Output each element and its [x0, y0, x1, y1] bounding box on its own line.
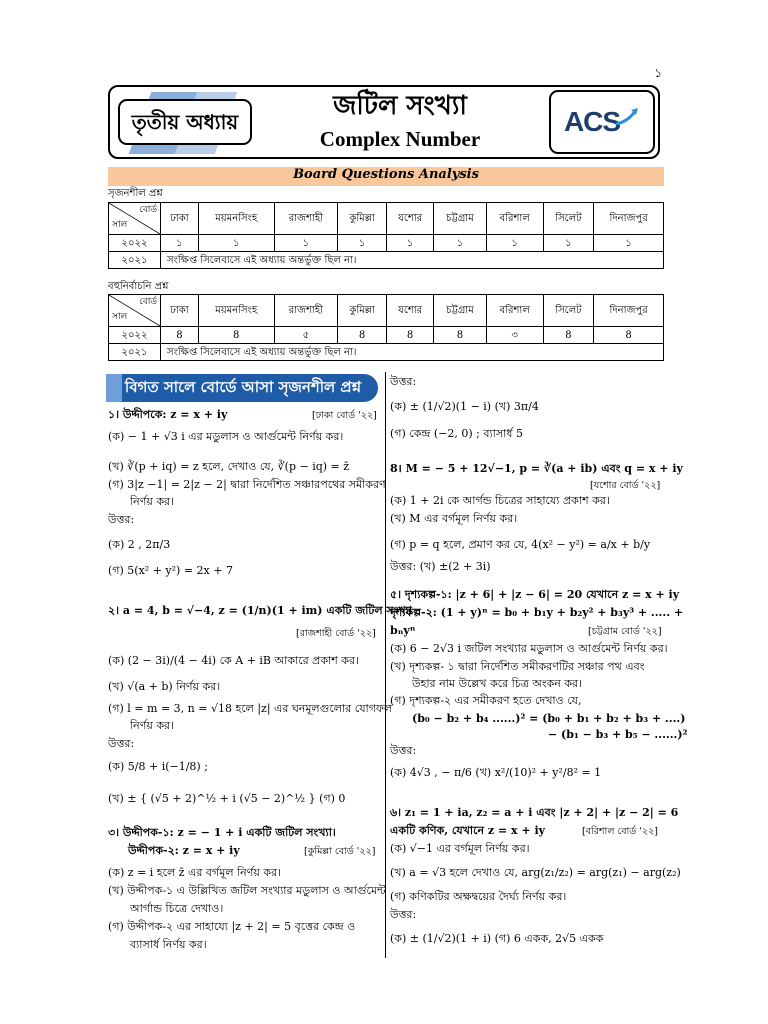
cq-board-table: [108, 202, 664, 269]
q5-stem-3: bₙyⁿ: [390, 624, 416, 637]
board-header: চট্টগ্রাম: [434, 295, 487, 327]
cq-table-label: সৃজনশীল প্রশ্ন: [108, 188, 163, 199]
page-number: ১: [654, 66, 662, 80]
q2-part-b: (খ) √(a + b) নির্ণয় কর।: [108, 680, 221, 693]
board-header: ঢাকা: [161, 203, 199, 235]
count-cell: ১: [338, 235, 387, 252]
board-header: রাজশাহী: [274, 295, 337, 327]
q5-board: [চট্টগ্রাম বোর্ড '২২]: [588, 626, 662, 637]
board-header: দিনাজপুর: [594, 203, 664, 235]
q6-stem: ৬। z₁ = 1 + ia, z₂ = a + i এবং |z + 2| + |z − 2| = 6: [390, 806, 679, 819]
answer-label: উত্তর:: [108, 737, 135, 750]
count-cell: ১: [387, 235, 434, 252]
board-header: কুমিল্লা: [338, 203, 387, 235]
board-header: ঢাকা: [161, 295, 199, 327]
column-divider: [385, 372, 386, 958]
answer-label: উত্তর:: [108, 513, 135, 526]
q3-part-b-cont: আর্গান্ড চিত্রে দেখাও।: [130, 902, 224, 915]
board-header: সিলেট: [543, 203, 594, 235]
q5-part-a: (ক) 6 − 2√3 i জটিল সংখ্যার মডুলাস ও আর্গুমেন্ট নির্ণয় কর।: [390, 642, 668, 655]
board-header: কুমিল্লা: [338, 295, 387, 327]
q2-stem: ২। a = 4, b = √−4, z = (1/n)(1 + im) একটি জটিল সংখ্যা: [108, 604, 412, 617]
q2-answer-bc: (খ) ± { (√5 + 2)^½ + i (√5 − 2)^½ } (গ) 0: [108, 792, 346, 805]
board-header: যশোর: [387, 295, 434, 327]
count-cell: ৩: [486, 327, 543, 344]
board-header: বরিশাল: [486, 203, 543, 235]
board-header: চট্টগ্রাম: [434, 203, 487, 235]
q1-stem: ১। উদ্দীপকে: z = x + iy: [108, 408, 228, 421]
answer-label: উত্তর:: [390, 375, 417, 388]
q6-part-a: (ক) √−1 এর বর্গমূল নির্ণয় কর।: [390, 842, 530, 855]
count-cell: 8: [338, 327, 387, 344]
q1-part-c: (গ) 3|z −1| = 2|z − 2| দ্বারা নির্দেশিত সঞ্চারপথের সমীকরণ: [108, 478, 386, 491]
q1-part-a: (ক) − 1 + √3 i এর মডুলাস ও আর্গুমেন্ট নির্ণয় কর।: [108, 430, 344, 443]
answer-label: উত্তর:: [390, 744, 417, 757]
note-cell: সংক্ষিপ্ত সিলেবাসে এই অধ্যায় অন্তর্ভুক্ত ছিল না।: [161, 252, 664, 269]
q2-answer-a: (ক) 5/8 + i(−1/8) ;: [108, 760, 208, 773]
corner-cell: বোর্ড সাল: [109, 203, 161, 235]
q2-part-a: (ক) (2 − 3i)/(4 − 4i) কে A + iB আকারে প্রকাশ কর।: [108, 654, 359, 667]
q5-part-c-eq1: (b₀ − b₂ + b₄ ......)² = (b₀ + b₁ + b₂ + b₃ + ....): [412, 712, 686, 725]
q4-part-b: (খ) M এর বর্গমূল নির্ণয় কর।: [390, 512, 518, 525]
q3-answer-ab: (ক) ± (1/√2)(1 − i) (খ) 3π/4: [390, 400, 539, 413]
board-analysis-title: Board Questions Analysis: [108, 167, 664, 186]
count-cell: 8: [161, 327, 199, 344]
q5-stem: ৫। দৃশ্যকল্প-১: |z + 6| + |z − 6| = 20 যেখানে z = x + iy: [390, 588, 680, 601]
acs-logo: [549, 90, 655, 154]
board-header: বরিশাল: [486, 295, 543, 327]
count-cell: 8: [434, 327, 487, 344]
table-row: [109, 252, 664, 269]
q2-board: [রাজশাহী বোর্ড '২২]: [296, 628, 376, 639]
swoosh-icon: [614, 106, 640, 128]
q5-answer: (ক) 4√3 , − π/6 (খ) x²/(10)² + y²/8² = 1: [390, 766, 602, 779]
q5-part-c-eq2: − (b₁ − b₃ + b₅ − ......)²: [548, 728, 688, 741]
q3-stem: ৩। উদ্দীপক-১: z = − 1 + i একটি জটিল সংখ্যা।: [108, 826, 336, 839]
q6-part-c: (গ) কণিকটির অক্ষদ্বয়ের দৈর্ঘ্য নির্ণয় কর।: [390, 890, 567, 903]
year-cell: ২০২১: [109, 344, 161, 361]
table-row: [109, 327, 664, 344]
count-cell: ১: [594, 235, 664, 252]
table-row: [109, 344, 664, 361]
q6-part-b: (খ) a = √3 হলে দেখাও যে, arg(z₁/z₂) = arg(z₁) − arg(z₂): [390, 866, 681, 879]
q3-answer-c: (গ) কেন্দ্র (−2, 0) ; ব্যাসার্ধ 5: [390, 427, 523, 440]
chapter-label: তৃতীয় অধ্যায়: [118, 99, 252, 145]
board-header: দিনাজপুর: [594, 295, 664, 327]
q5-part-b-cont: উহার নাম উল্লেখ করে চিত্র অংকন কর।: [412, 677, 583, 690]
logo-text: ACS: [563, 105, 621, 137]
count-cell: 8: [198, 327, 274, 344]
board-header: যশোর: [387, 203, 434, 235]
q6-board: [বরিশাল বোর্ড '২২]: [582, 826, 658, 837]
count-cell: ১: [486, 235, 543, 252]
count-cell: ১: [543, 235, 594, 252]
q3-part-c-cont: ব্যাসার্ধ নির্ণয় কর।: [130, 938, 207, 951]
title-english: Complex Number: [319, 127, 481, 151]
count-cell: 8: [543, 327, 594, 344]
q1-part-b: (খ) ∛(p + iq) = z হলে, দেখাও যে, ∛(p − iq) = z̄: [108, 460, 350, 473]
q6-stem-2: একটি কণিক, যেখানে z = x + iy: [390, 824, 546, 837]
q5-part-c: (গ) দৃশ্যকল্প-২ এর সমীকরণ হতে দেখাও যে,: [390, 694, 582, 707]
year-cell: ২০২২: [109, 235, 161, 252]
q4-part-a: (ক) 1 + 2i কে আর্গন্ড চিত্রের সাহায্যে প্রকাশ কর।: [390, 494, 610, 507]
q1-part-c-cont: নির্ণয় কর।: [130, 495, 175, 508]
board-header: ময়মনসিংহ: [198, 203, 274, 235]
count-cell: ১: [434, 235, 487, 252]
count-cell: ১: [274, 235, 337, 252]
title-bangla: জটিল সংখ্যা: [333, 91, 467, 121]
q1-answer-c: (গ) 5(x² + y²) = 2x + 7: [108, 564, 233, 577]
q3-part-a: (ক) z = i হলে z̄ এর বর্গমূল নির্ণয় কর।: [108, 866, 282, 879]
q2-part-c-cont: নির্ণয় কর।: [130, 719, 175, 732]
mcq-board-table: [108, 294, 664, 361]
q3-part-c: (গ) উদ্দীপক-২ এর সাহায্যে |z + 2| = 5 বৃত্তের কেন্দ্র ও: [108, 920, 356, 933]
q3-part-b: (খ) উদ্দীপক-১ এ উল্লিখিত জটিল সংখ্যার মডুলাস ও আর্গুমেন্ট: [108, 884, 386, 897]
count-cell: 8: [594, 327, 664, 344]
board-header: সিলেট: [543, 295, 594, 327]
q1-answer-a: (ক) 2 , 2π/3: [108, 538, 171, 551]
q2-part-c: (গ) l = m = 3, n = √18 হলে |z| এর ঘনমূলগুলোর যোগফল: [108, 702, 393, 715]
count-cell: ৫: [274, 327, 337, 344]
q3-stem-2: উদ্দীপক-২: z = x + iy: [128, 844, 240, 857]
q5-part-b: (খ) দৃশ্যকল্প- ১ দ্বারা নির্দেশিত সমীকরণটির সঞ্চার পথ এবং: [390, 660, 645, 673]
answer-label: উত্তর:: [390, 908, 417, 921]
q4-part-c: (গ) p = q হলে, প্রমাণ কর যে, 4(x² − y²) = a/x + b/y: [390, 538, 651, 551]
q4-stem: 8। M = − 5 + 12√−1, p = ∛(a + ib) এবং q = x + iy: [390, 462, 683, 475]
q3-board: [কুমিল্লা বোর্ড '২২]: [304, 846, 376, 857]
q5-stem-2: দৃশ্যকল্প-২: (1 + y)ⁿ = b₀ + b₁y + b₂y² + b₃y³ + ..... +: [390, 606, 684, 619]
count-cell: 8: [387, 327, 434, 344]
section-heading: বিগত সালে বোর্ডে আসা সৃজনশীল প্রশ্ন: [108, 374, 378, 402]
count-cell: ১: [161, 235, 199, 252]
board-header: ময়মনসিংহ: [198, 295, 274, 327]
note-cell: সংক্ষিপ্ত সিলেবাসে এই অধ্যায় অন্তর্ভুক্ত ছিল না।: [161, 344, 664, 361]
board-header: রাজশাহী: [274, 203, 337, 235]
q6-answer: (ক) ± (1/√2)(1 + i) (গ) 6 একক, 2√5 একক: [390, 932, 604, 945]
mcq-table-label: বহুনির্বাচনি প্রশ্ন: [108, 281, 169, 292]
year-cell: ২০২২: [109, 327, 161, 344]
q4-answer: উত্তর: (খ) ±(2 + 3i): [390, 560, 491, 573]
count-cell: ১: [198, 235, 274, 252]
q1-board: [ঢাকা বোর্ড '২২]: [312, 410, 377, 421]
q4-board: [যশোর বোর্ড '২২]: [590, 480, 661, 491]
table-row: [109, 235, 664, 252]
year-cell: ২০২১: [109, 252, 161, 269]
corner-cell: বোর্ড সাল: [109, 295, 161, 327]
